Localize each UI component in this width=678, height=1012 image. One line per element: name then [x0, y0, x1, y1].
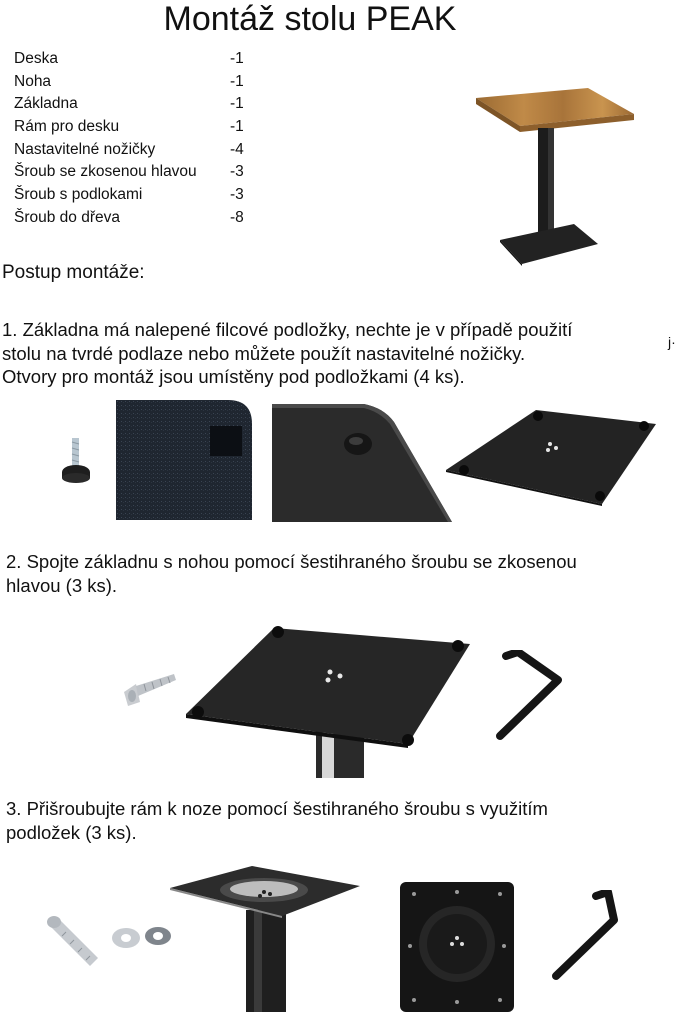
- base-corner-closeup-image: [272, 404, 452, 522]
- step-3-line: podložek (3 ks).: [6, 821, 137, 843]
- step-1-line: 1. Základna má nalepené filcové podložky, nechte je v případě použití: [2, 319, 573, 340]
- step-2-line: hlavou (3 ks).: [6, 574, 118, 596]
- parts-row: [14, 71, 254, 94]
- hex-key-image-step2: [492, 650, 564, 742]
- part-name: Šroub se zkosenou hlavou: [14, 163, 197, 181]
- part-name: Rám pro desku: [14, 118, 120, 136]
- step-3-text: [6, 797, 666, 844]
- part-qty: -1: [230, 118, 244, 136]
- part-name: Šroub do dřeva: [14, 208, 120, 226]
- part-qty: -1: [230, 50, 244, 67]
- parts-row: [14, 116, 254, 139]
- part-name: Deska: [14, 50, 58, 67]
- table-product-image: [462, 88, 638, 266]
- parts-row: [14, 161, 254, 184]
- part-qty: -8: [230, 208, 244, 226]
- screw-with-washers-image: [46, 912, 174, 970]
- hex-key-image-step3: [548, 890, 620, 982]
- part-name: Nastavitelné nožičky: [14, 140, 156, 158]
- part-name: Noha: [14, 72, 52, 90]
- part-qty: -3: [230, 163, 244, 181]
- part-name: Základna: [14, 95, 78, 113]
- step-2-text: [6, 550, 666, 597]
- adjustable-foot-image: [58, 438, 94, 484]
- parts-row: [14, 207, 254, 230]
- parts-list: [14, 48, 254, 230]
- parts-row: [14, 93, 254, 116]
- part-qty: -3: [230, 186, 244, 204]
- step-3-line: 3. Přišroubujte rám k noze pomocí šestihraného šroubu s využitím: [6, 798, 548, 819]
- base-plate-image-step1: [446, 410, 656, 506]
- step-2-line: 2. Spojte základnu s nohou pomocí šestihraného šroubu se zkosenou: [6, 551, 577, 572]
- base-plate-with-leg-image: [182, 622, 472, 778]
- parts-row: [14, 48, 254, 71]
- parts-row: [14, 184, 254, 207]
- part-qty: -1: [230, 95, 244, 113]
- countersunk-screw-image: [120, 672, 176, 710]
- step-1-line: stolu na tvrdé podlaze nebo můžete použít nastavitelné nožičky.: [2, 342, 526, 364]
- felt-pad-closeup-image: [116, 400, 252, 520]
- mounting-frame-image: [400, 882, 514, 1012]
- part-qty: -1: [230, 72, 244, 90]
- stray-mark: j·: [668, 334, 676, 350]
- parts-row: [14, 139, 254, 162]
- frame-with-leg-image: [170, 866, 360, 1012]
- page-title: Montáž stolu PEAK: [163, 0, 457, 38]
- step-1-line: Otvory pro montáž jsou umístěny pod podložkami (4 ks).: [2, 366, 465, 387]
- part-qty: -4: [230, 140, 244, 158]
- step-1-text: [2, 318, 662, 389]
- procedure-heading: Postup montáže:: [2, 262, 145, 283]
- part-name: Šroub s podlokami: [14, 186, 143, 204]
